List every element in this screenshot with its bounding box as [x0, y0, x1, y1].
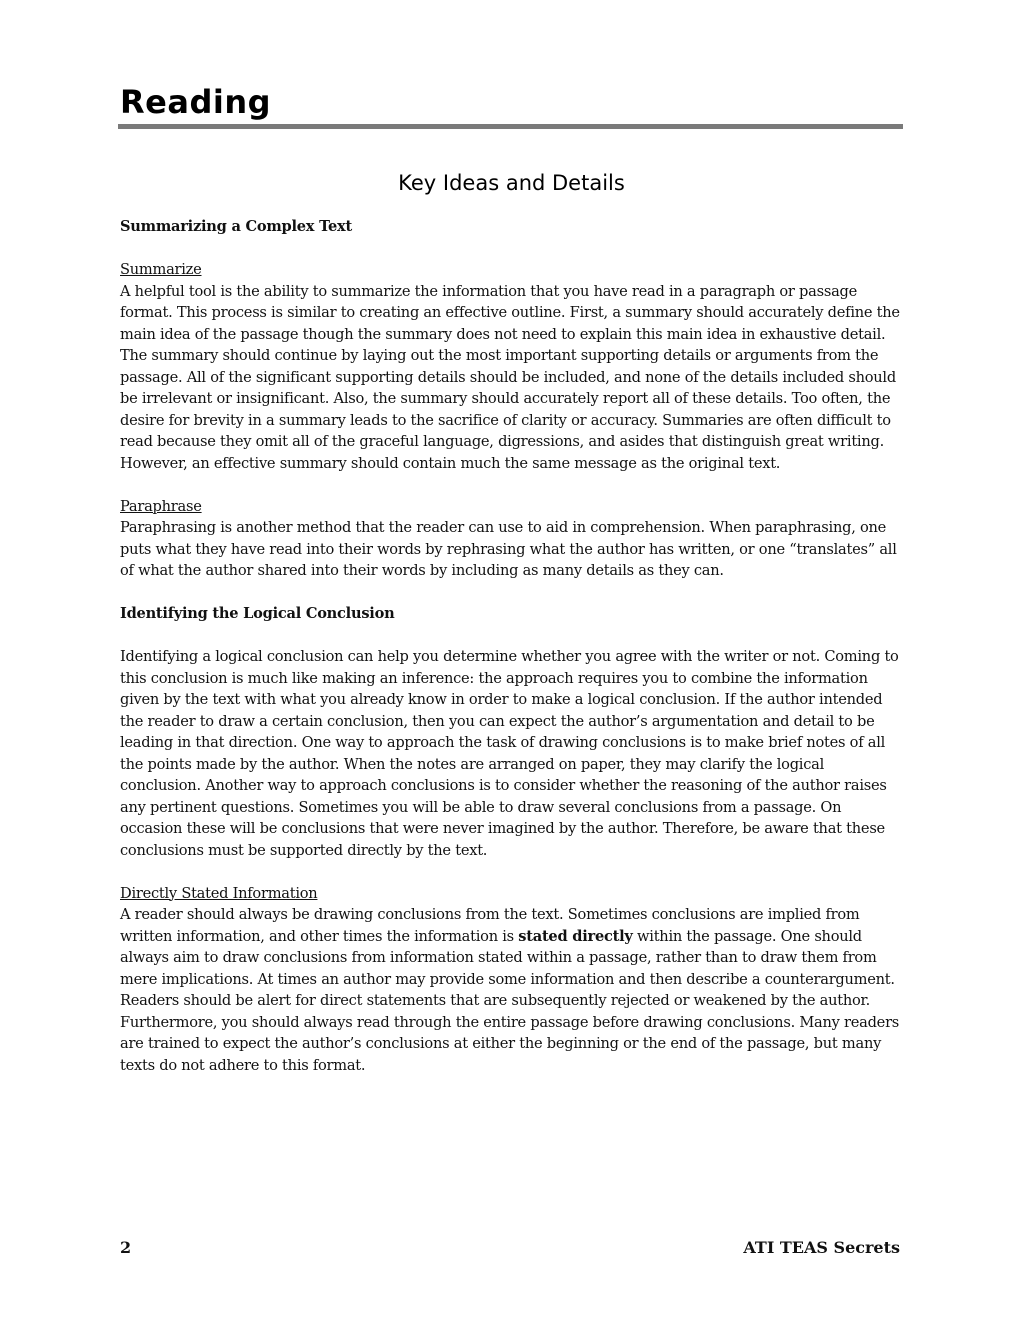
chapter-title: Reading: [120, 83, 271, 121]
chapter-divider: [118, 124, 903, 129]
paragraph-text: A reader should always be drawing conclusions from the text. Sometimes conclusions are implied from written information, and other times the information is: [120, 906, 860, 945]
spacer: [120, 625, 903, 647]
paragraph-text: within the passage. One should always aim to draw conclusions from information stated within a passage, rather than to draw them from mere implications. At times an author may provide some information and then describe a counterargument. Readers should be alert for direct statements that are subsequently rejected or weakened by the author. Furthermore, you should always read through the entire passage before drawing conclusions. Many readers are trained to expect the author’s conclusions at either the beginning or the end of the passage, but many texts do not adhere to this format.: [120, 927, 900, 1074]
document-page: [120, 0, 903, 1320]
paragraph-directly-stated: [120, 904, 903, 1076]
topic-heading-summarize: Summarize: [120, 261, 202, 278]
section-title: Key Ideas and Details: [398, 171, 625, 195]
book-title: ATI TEAS Secrets: [743, 1238, 900, 1257]
spacer: [120, 238, 903, 260]
spacer: [120, 861, 903, 883]
paragraph-paraphrase: Paraphrasing is another method that the reader can use to aid in comprehension. When paraphrasing, one puts what they have read into their words by rephrasing what the author has written, or one “translates” all of what the author shared into their words by including as many details as they can.: [120, 519, 897, 579]
subsection-heading-logical-conclusion: Identifying the Logical Conclusion: [120, 605, 395, 622]
emphasis-text: stated directly: [518, 927, 633, 945]
subsection-heading-summarizing: Summarizing a Complex Text: [120, 218, 353, 235]
spacer: [120, 474, 903, 496]
page-number: 2: [120, 1238, 132, 1257]
paragraph-logical-conclusion: Identifying a logical conclusion can help you determine whether you agree with the writer or not. Coming to this conclusion is much like making an inference: the approach requires you to combine the information given by the text with what you already know in order to make a logical conclusion. If the author intended the reader to draw a certain conclusion, then you can expect the author’s argumentation and detail to be leading in that direction. One way to approach the task of drawing conclusions is to make brief notes of all the points made by the author. When the notes are arranged on paper, they may clarify the logical conclusion. Another way to approach conclusions is to consider whether the reasoning of the author raises any pertinent questions. Sometimes you will be able to draw several conclusions from a passage. On occasion these will be conclusions that were never imagined by the author. Therefore, be aware that these conclusions must be supported directly by the text.: [120, 648, 899, 859]
topic-heading-paraphrase: Paraphrase: [120, 497, 202, 515]
paragraph-summarize: A helpful tool is the ability to summarize the information that you have read in a paragraph or passage format. This process is similar to creating an effective outline. First, a summary should accurately define the main idea of the passage though the summary does not need to explain this main idea in exhaustive detail. The summary should continue by laying out the most important supporting details or arguments from the passage. All of the significant supporting details should be included, and none of the details included should be irrelevant or insignificant. Also, the summary should accurately report all of these details. Too often, the desire for brevity in a summary leads to the sacrifice of clarity or accuracy. Summaries are often difficult to read because they omit all of the graceful language, digressions, and asides that distinguish great writing. However, an effective summary should contain much the same message as the original text.: [120, 282, 900, 472]
spacer: [120, 582, 903, 604]
body-content: [120, 216, 903, 1076]
topic-heading-directly-stated: Directly Stated Information: [120, 884, 318, 902]
